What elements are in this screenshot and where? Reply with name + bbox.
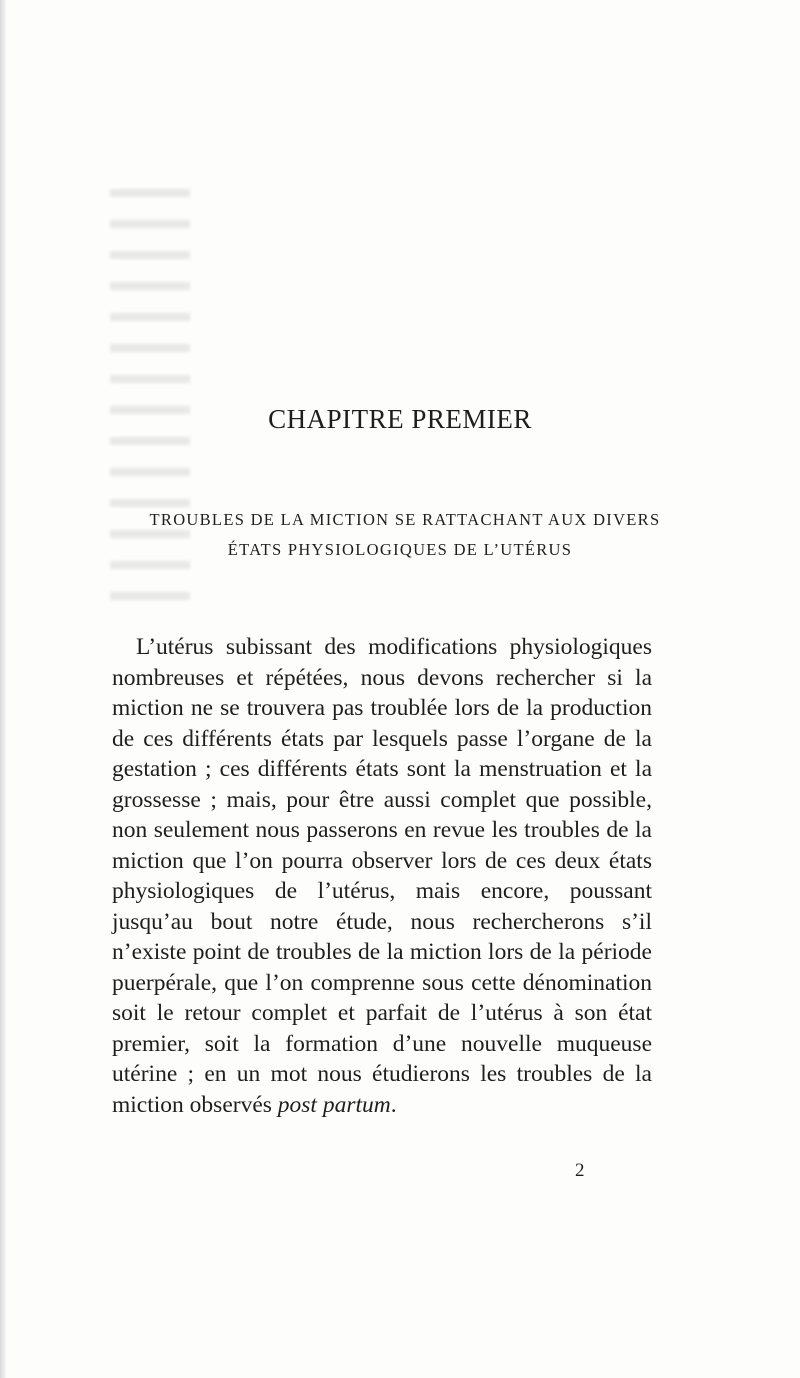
chapter-title: CHAPITRE PREMIER — [268, 404, 532, 434]
signature-mark: 2 — [575, 1160, 585, 1181]
body-paragraph-text: L’utérus subissant des modifications physiologiques nombreuses et répétées, nous devons rechercher si la miction ne se trouvera pas troublée lors de la production de ces différents états par lesquels passe l’organe de la gestation ; ces différents états sont la menstruation et la grossesse ; mais, pour être aussi complet que possible, non seulement nous passerons en revue les troubles de la miction que l’on pourra observer lors de ces deux états physiologiques de l’utérus, mais encore, poussant jusqu’au bout notre étude, nous rechercherons s’il n’existe point de troubles de la miction lors de la période puerpérale, que l’on comprenne sous cette dénomination soit le retour complet et parfait de l’utérus à son état premier, soit la formation d’une nouvelle muqueuse utérine ; en un mot nous étudierons les troubles de la miction observés — [112, 634, 652, 1118]
chapter-subtitle-line-1: TROUBLES DE LA MICTION SE RATTACHANT AUX DIVERS — [149, 510, 661, 529]
body-paragraph-italic: post partum — [277, 1091, 391, 1118]
body-paragraph — [112, 632, 652, 1120]
body-paragraph-end: . — [390, 1091, 397, 1118]
page-edge-shadow — [0, 0, 6, 1378]
chapter-subtitle-line-2: ÉTATS PHYSIOLOGIQUES DE L’UTÉRUS — [227, 540, 573, 559]
